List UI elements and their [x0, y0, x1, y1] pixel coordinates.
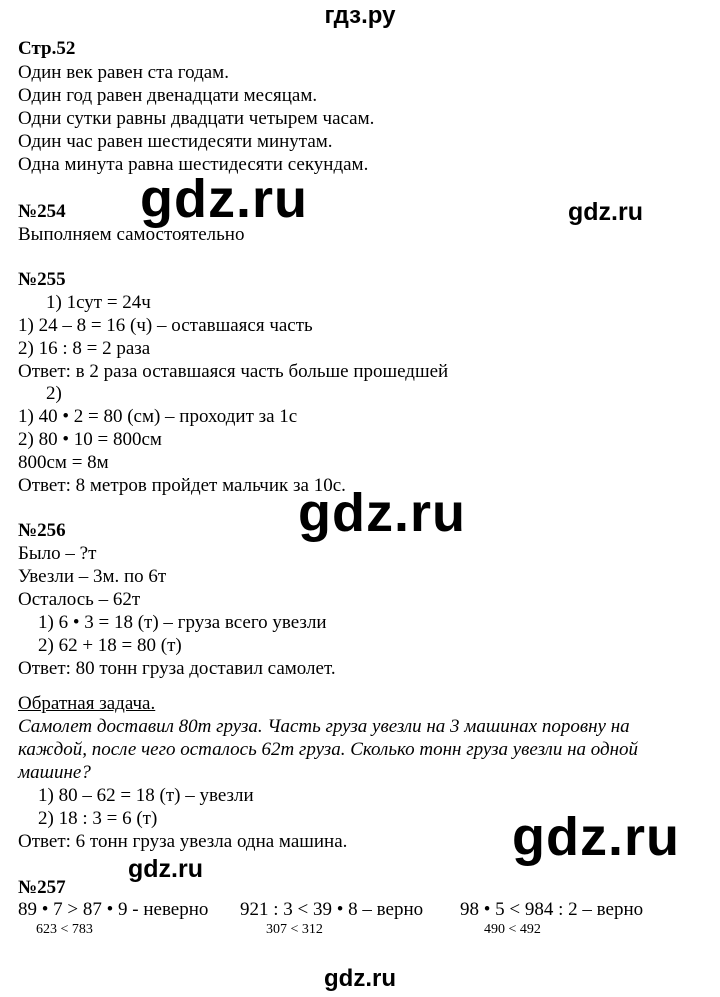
task-255-answer: Ответ: в 2 раза оставшаяся часть больше прошедшей: [18, 361, 449, 382]
task-257-expr: 921 : 3 < 39 • 8 – верно: [240, 899, 424, 920]
watermark: gdz.ru: [128, 855, 203, 883]
task-255-line: 2): [46, 383, 62, 404]
watermark: gdz.ru: [512, 807, 680, 867]
task-255-line: 2) 16 : 8 = 2 раза: [18, 338, 151, 359]
inverse-task-line: 2) 18 : 3 = 6 (т): [38, 808, 158, 829]
task-255-line: 1) 1сут = 24ч: [46, 292, 151, 313]
task-257-calc: 490 < 492: [484, 922, 541, 937]
intro-line: Одни сутки равны двадцати четырем часам.: [18, 108, 375, 129]
task-256-line: Было – ?т: [18, 543, 97, 564]
task-256-title: №256: [18, 520, 66, 541]
task-255-title: №255: [18, 269, 66, 290]
inverse-task-text: машине?: [18, 762, 91, 783]
watermark: gdz.ru: [140, 169, 308, 229]
intro-line: Один год равен двенадцати месяцам.: [18, 85, 318, 106]
inverse-task-text: каждой, после чего осталось 62т груза. Сколько тонн груза увезли на одной: [18, 739, 639, 760]
intro-line: Один век равен ста годам.: [18, 62, 229, 83]
watermark: gdz.ru: [568, 198, 643, 226]
task-255-line: 800см = 8м: [18, 452, 109, 473]
inverse-task-line: 1) 80 – 62 = 18 (т) – увезли: [38, 785, 254, 806]
task-257-expr: 98 • 5 < 984 : 2 – верно: [460, 899, 644, 920]
inverse-task-text: Самолет доставил 80т груза. Часть груза увезли на 3 машинах поровну на: [18, 716, 630, 737]
task-255-line: 2) 80 • 10 = 800см: [18, 429, 162, 450]
task-254-title: №254: [18, 201, 66, 222]
task-256-line: 2) 62 + 18 = 80 (т): [38, 635, 182, 656]
task-254-line: Выполняем самостоятельно: [18, 224, 245, 245]
site-footer: gdz.ru: [324, 965, 396, 992]
intro-line: Одна минута равна шестидесяти секундам.: [18, 154, 369, 175]
task-255-line: 1) 40 • 2 = 80 (см) – проходит за 1с: [18, 406, 298, 427]
task-255-line: 1) 24 – 8 = 16 (ч) – оставшаяся часть: [18, 315, 313, 336]
site-header: гдз.ру: [324, 2, 396, 29]
task-255-answer: Ответ: 8 метров пройдет мальчик за 10с.: [18, 475, 346, 496]
task-256-answer: Ответ: 80 тонн груза доставил самолет.: [18, 658, 336, 679]
task-257-calc: 623 < 783: [36, 922, 93, 937]
task-256-line: 1) 6 • 3 = 18 (т) – груза всего увезли: [38, 612, 327, 633]
task-256-line: Увезли – 3м. по 6т: [18, 566, 167, 587]
task-257-title: №257: [18, 877, 66, 898]
watermark: gdz.ru: [298, 483, 466, 543]
task-257-expr: 89 • 7 > 87 • 9 - неверно: [18, 899, 209, 920]
intro-line: Один час равен шестидесяти минутам.: [18, 131, 333, 152]
task-257-calc: 307 < 312: [266, 922, 323, 937]
page-number: Стр.52: [18, 38, 76, 59]
task-256-line: Осталось – 62т: [18, 589, 141, 610]
inverse-task-title: Обратная задача.: [18, 693, 156, 714]
inverse-task-answer: Ответ: 6 тонн груза увезла одна машина.: [18, 831, 348, 852]
